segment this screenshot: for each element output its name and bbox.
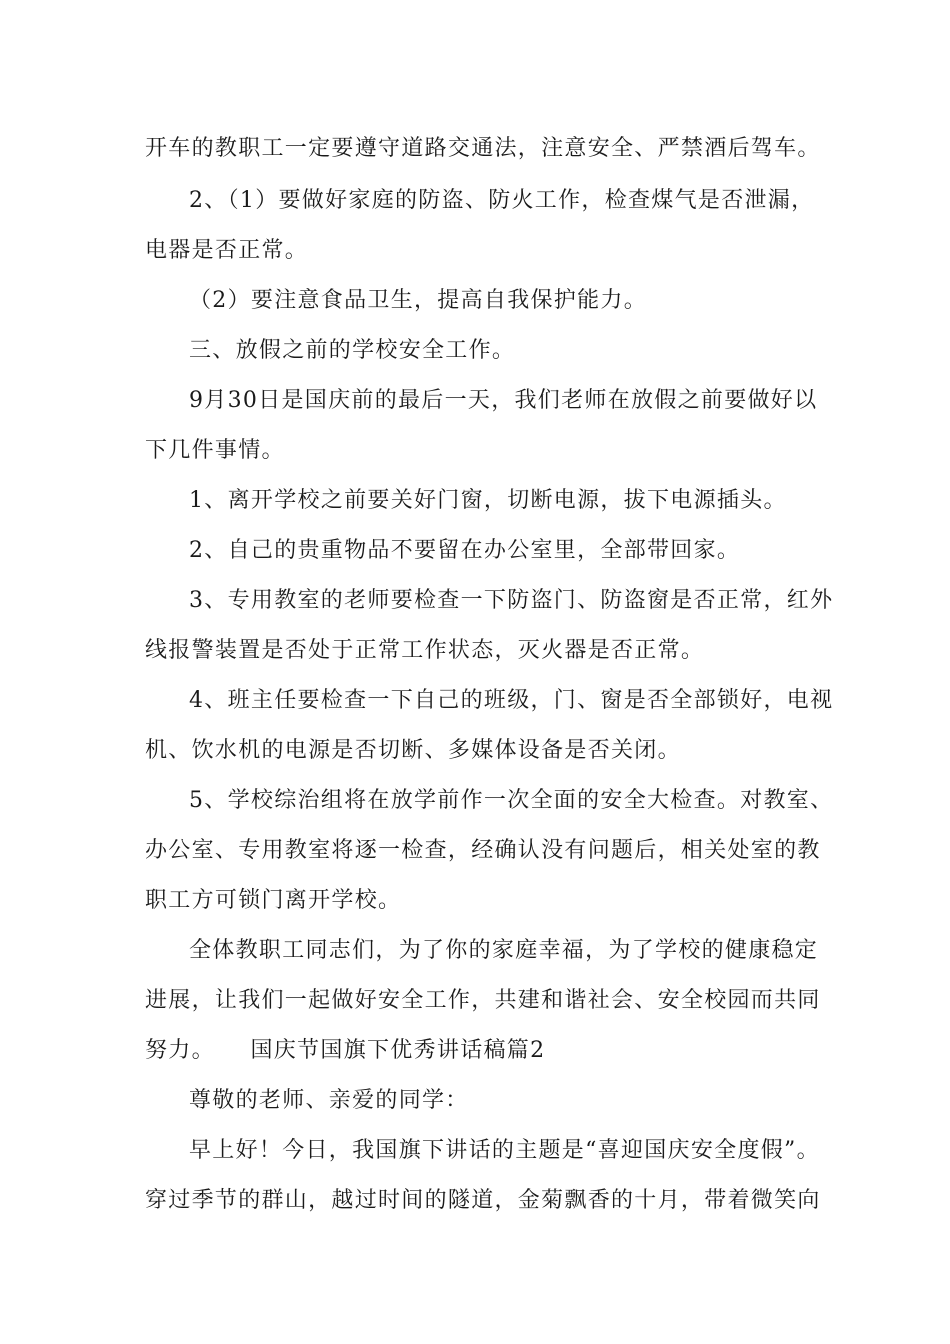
section-heading: 三、放假之前的学校安全工作。 [189,338,516,363]
salutation: 尊敬的老师、亲爱的同学： [189,1088,469,1113]
text-line: 努力。 国庆节国旗下优秀讲话稿篇2 [145,1038,546,1063]
text-line: 5、学校综治组将在放学前作一次全面的安全大检查。对教室、 [189,788,834,813]
text-line: 早上好！今日，我国旗下讲话的主题是“喜迎国庆安全度假”。 [189,1138,820,1163]
text-line: 1、离开学校之前要关好门窗，切断电源，拔下电源插头。 [189,488,787,513]
text-line: 开车的教职工一定要遵守道路交通法，注意安全、严禁酒后驾车。 [145,136,821,161]
text-line: 机、饮水机的电源是否切断、多媒体设备是否关闭。 [145,738,681,763]
text-line: 线报警装置是否处于正常工作状态，灭火器是否正常。 [145,638,705,663]
text-line: 2、自己的贵重物品不要留在办公室里，全部带回家。 [189,538,741,563]
text-line: 3、专用教室的老师要检查一下防盗门、防盗窗是否正常，红外 [189,588,834,613]
text-line: 办公室、专用教室将逐一检查，经确认没有问题后，相关处室的教 [145,838,821,863]
text-line: 电器是否正常。 [145,238,309,263]
text-line: 下几件事情。 [145,438,285,463]
text-line: 职工方可锁门离开学校。 [145,888,402,913]
text-line: 9月30日是国庆前的最后一天，我们老师在放假之前要做好以 [189,388,818,413]
text-line: 进展，让我们一起做好安全工作，共建和谐社会、安全校园而共同 [145,988,821,1013]
text-line: （2）要注意食品卫生，提高自我保护能力。 [189,288,647,313]
text-line: 4、班主任要检查一下自己的班级，门、窗是否全部锁好，电视 [189,688,834,713]
text-line: 穿过季节的群山，越过时间的隧道，金菊飘香的十月，带着微笑向 [145,1188,821,1213]
text-line: 全体教职工同志们，为了你的家庭幸福，为了学校的健康稳定 [189,938,819,963]
text-line: 2、（1）要做好家庭的防盗、防火工作，检查煤气是否泄漏， [189,188,815,213]
